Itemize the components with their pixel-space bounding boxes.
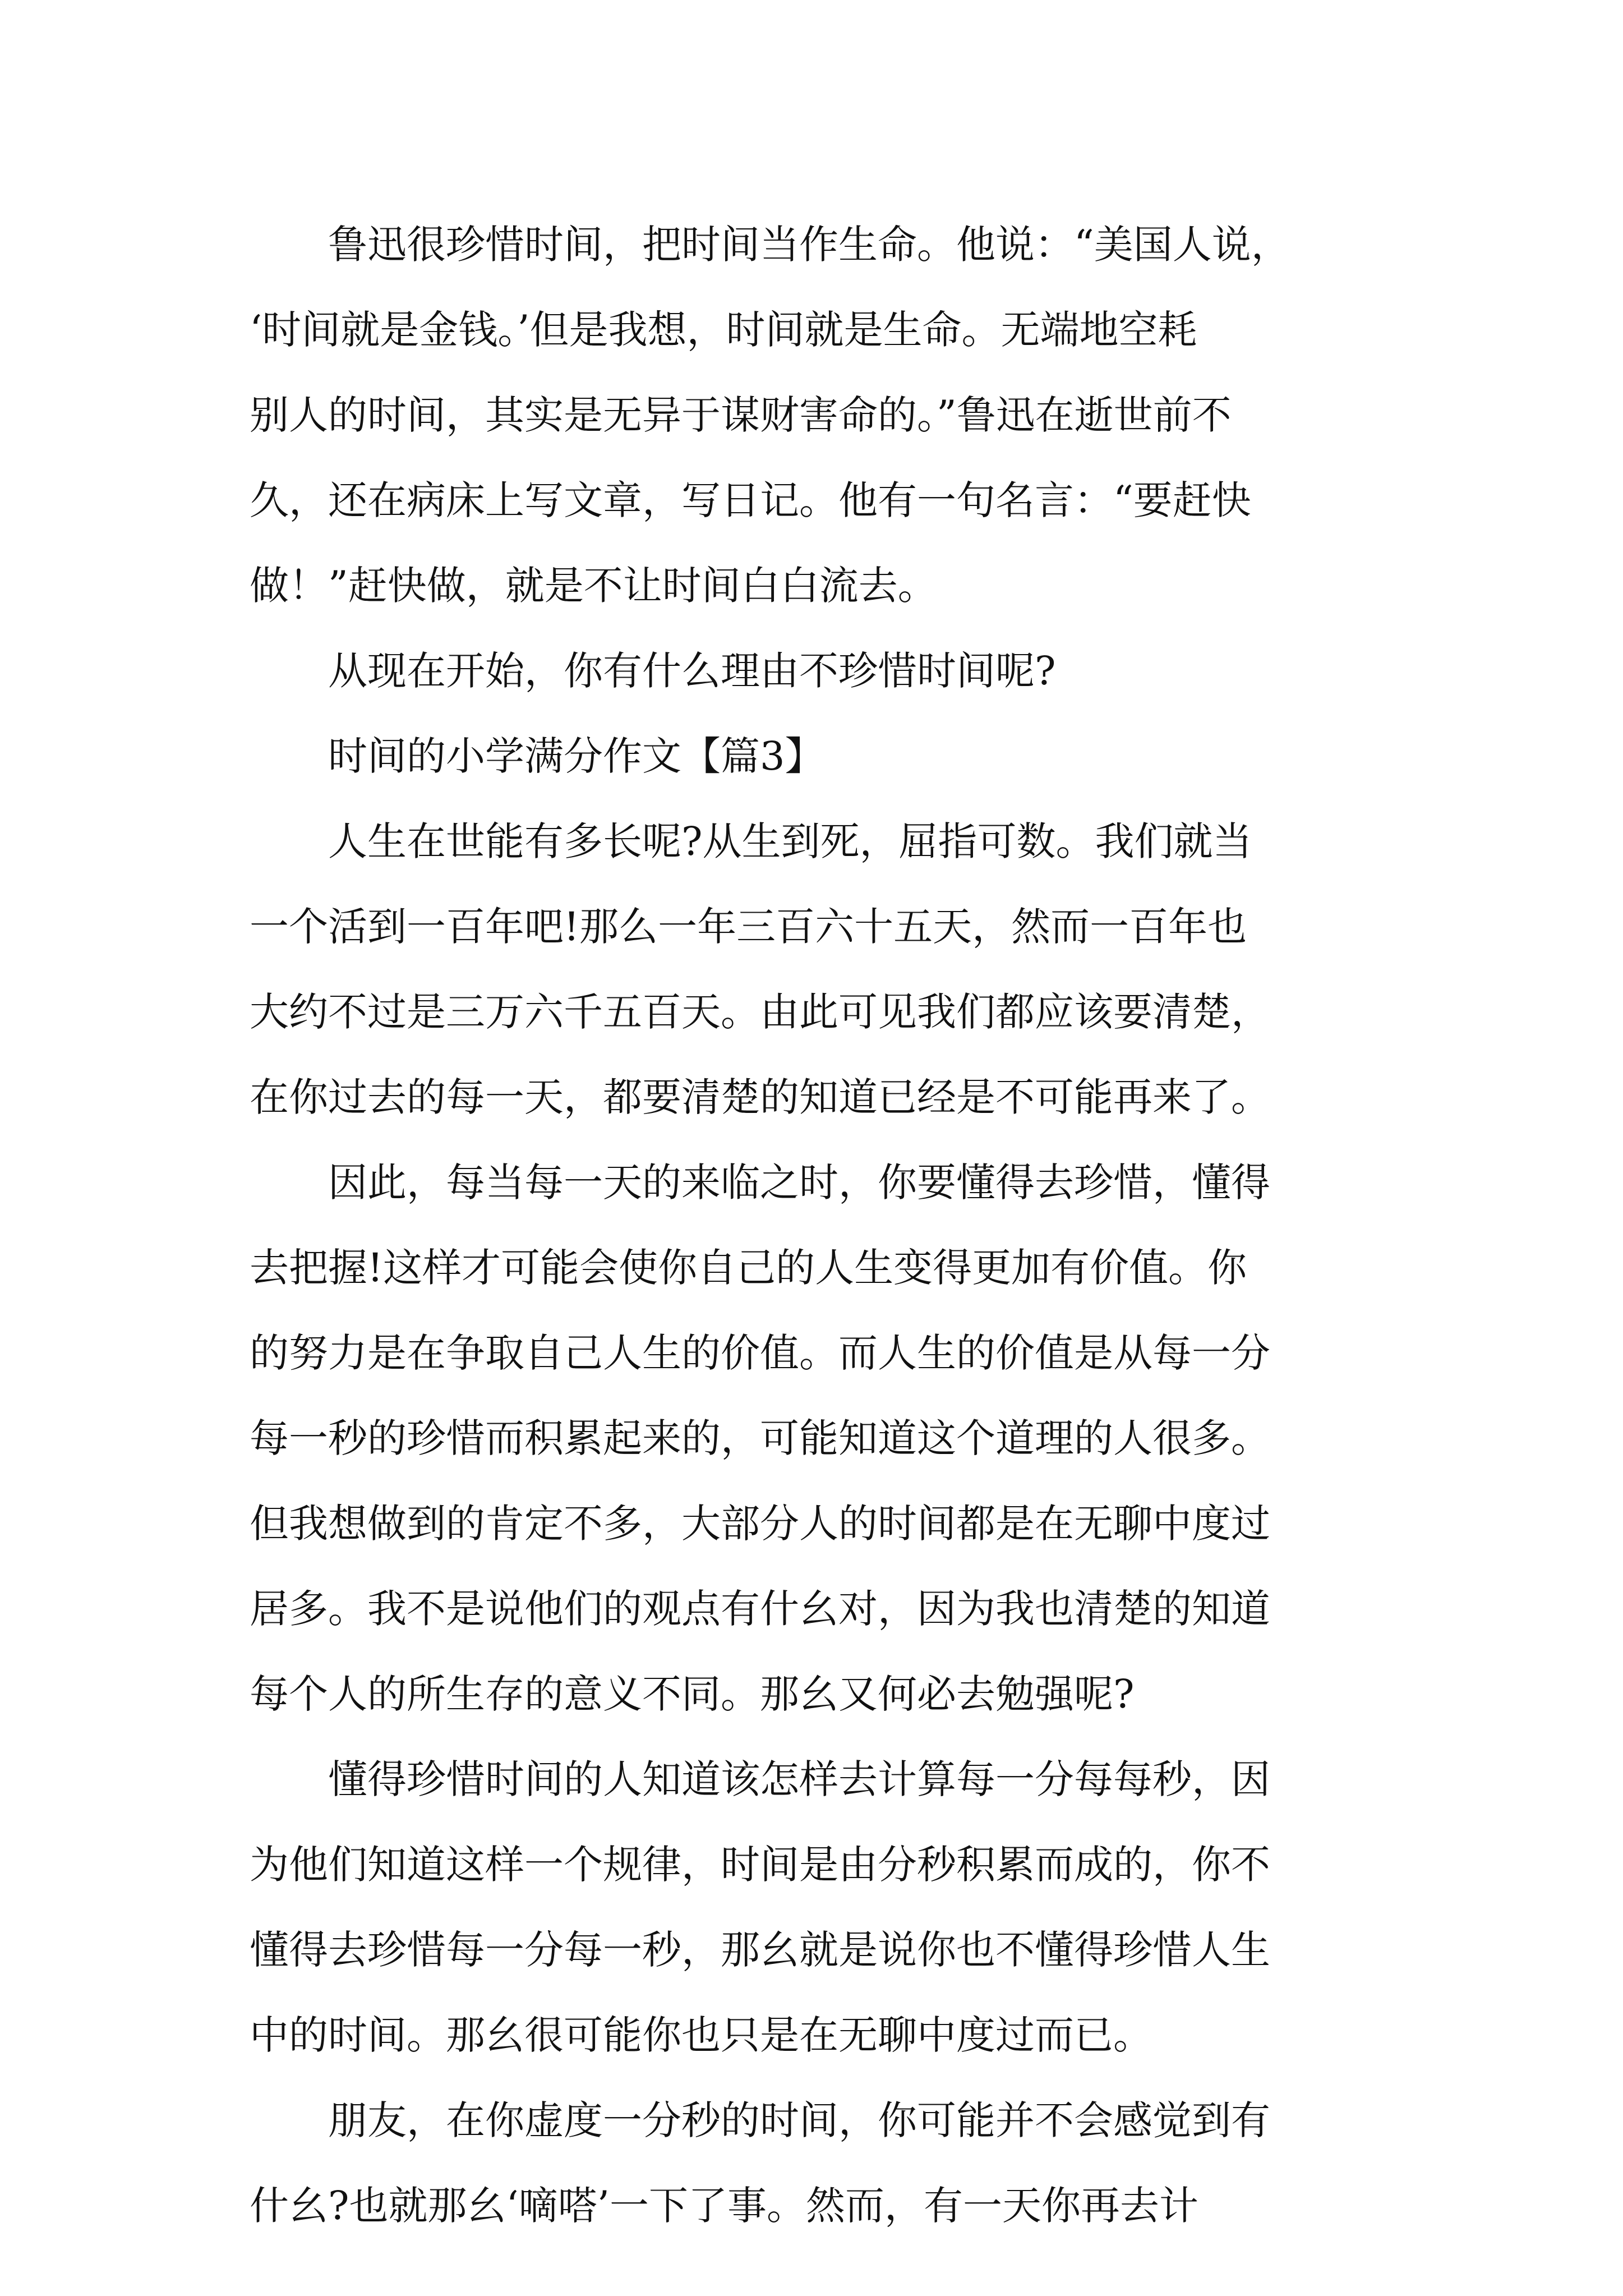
text-line: 从现在开始，你有什么理由不珍惜时间呢? <box>250 648 1056 694</box>
text-line: 懂得去珍惜每一分每一秒，那幺就是说你也不懂得珍惜人生 <box>250 1927 1270 1973</box>
text-line: 去把握!这样才可能会使你自己的人生变得更加有价值。你 <box>250 1245 1247 1291</box>
body-text <box>250 202 1388 2248</box>
text-line: 因此，每当每一天的来临之时，你要懂得去珍惜，懂得 <box>250 1159 1270 1205</box>
text-line: 鲁迅很珍惜时间，把时间当作生命。他说：“美国人说， <box>250 222 1290 268</box>
text-line: 懂得珍惜时间的人知道该怎样去计算每一分每每秒，因 <box>250 1756 1270 1802</box>
text-line: 的努力是在争取自己人生的价值。而人生的价值是从每一分 <box>250 1330 1270 1376</box>
text-line: 居多。我不是说他们的观点有什幺对，因为我也清楚的知道 <box>250 1586 1270 1632</box>
text-line: ‘时间就是金钱。’但是我想，时间就是生命。无端地空耗 <box>250 307 1197 353</box>
text-line: 什幺?也就那幺‘嘀嗒’一下了事。然而，有一天你再去计 <box>250 2183 1199 2229</box>
text-line: 每个人的所生存的意义不同。那幺又何必去勉强呢? <box>250 1671 1135 1717</box>
text-line: 别人的时间，其实是无异于谋财害命的。”鲁迅在逝世前不 <box>250 392 1232 438</box>
text-line: 做！”赶快做，就是不让时间白白流去。 <box>250 563 937 609</box>
text-line: 在你过去的每一天，都要清楚的知道已经是不可能再来了。 <box>250 1074 1270 1120</box>
text-line: 为他们知道这样一个规律，时间是由分秒积累而成的，你不 <box>250 1842 1270 1888</box>
text-line: 每一秒的珍惜而积累起来的，可能知道这个道理的人很多。 <box>250 1415 1270 1461</box>
section-heading: 时间的小学满分作文【篇3】 <box>250 733 824 779</box>
text-line: 中的时间。那幺很可能你也只是在无聊中度过而已。 <box>250 2012 1152 2058</box>
text-line: 久，还在病床上写文章，写日记。他有一句名言：“要赶快 <box>250 477 1251 523</box>
text-line: 但我想做到的肯定不多，大部分人的时间都是在无聊中度过 <box>250 1501 1270 1547</box>
text-line: 人生在世能有多长呢?从生到死，屈指可数。我们就当 <box>250 818 1252 864</box>
text-line: 朋友，在你虚度一分秒的时间，你可能并不会感觉到有 <box>250 2097 1270 2143</box>
text-line: 大约不过是三万六千五百天。由此可见我们都应该要清楚， <box>250 989 1270 1035</box>
text-line: 一个活到一百年吧!那么一年三百六十五天，然而一百年也 <box>250 904 1247 950</box>
